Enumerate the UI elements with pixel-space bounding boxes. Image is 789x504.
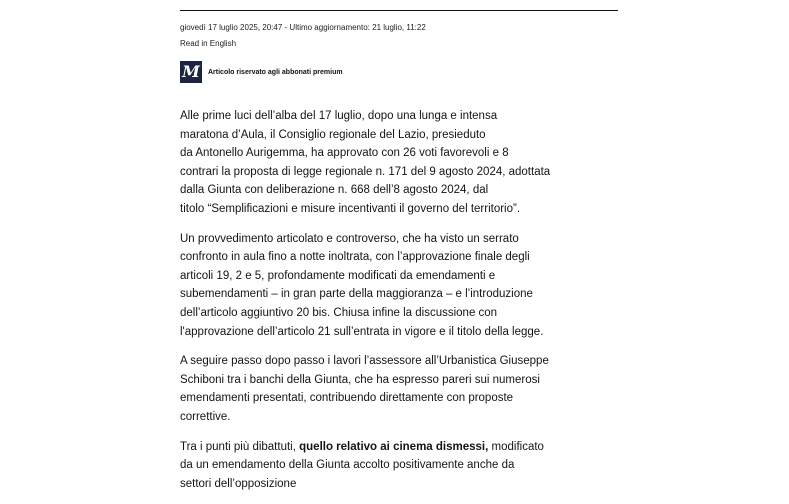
article-dateline: giovedì 17 luglio 2025, 20:47 - Ultimo aggiornamento: 21 luglio, 11:22 <box>180 23 426 32</box>
paragraph-text: modificato da un emendamento della Giunta accolto positivamente anche da settori dell’opposizione <box>180 440 544 490</box>
highlighted-phrase: quello relativo ai cinema dismessi, <box>299 440 489 453</box>
read-in-english-link[interactable]: Read in English <box>180 39 237 48</box>
premium-notice <box>180 61 620 83</box>
article-paragraph: Alle prime luci dell’alba del 17 luglio, dopo una lunga e intensa maratona d’Aula, il Consiglio regionale del Lazio, presieduto da Antonello Aurigemma, ha approvato con 26 voti favorevoli e 8 contrari la proposta di legge regionale n. 171 del 9 agosto 2024, adottata dalla Giunta con deliberazione n. 668 dell’8 agosto 2024, dal titolo “Semplificazioni e misure incentivanti il governo del territorio”. <box>180 110 551 215</box>
top-divider <box>180 10 618 11</box>
article-paragraph-last <box>180 438 620 494</box>
article-paragraph: Un provvedimento articolato e controverso, che ha visto un serrato confronto in aula fino a notte inoltrata, con l’approvazione finale degli articoli 19, 2 e 5, profondamente modificati da emendamenti e subemendamenti – in gran parte della maggioranza – e l’introduzione dell’articolo aggiuntivo 20 bis. Chiusa infine la discussione con l'approvazione dell’articolo 21 sull’entrata in vigore e il titolo della legge. <box>180 232 544 338</box>
article-paragraph: A seguire passo dopo passo i lavori l’assessore all’Urbanistica Giuseppe Schiboni tra i banchi della Giunta, che ha espresso pareri sui numerosi emendamenti presentati, contribuendo direttamente con proposte correttive. <box>180 355 549 423</box>
premium-label: Articolo riservato agli abbonati premium <box>208 68 343 76</box>
article <box>180 0 620 504</box>
paragraph-text: Tra i punti più dibattuti, <box>180 440 300 453</box>
newspaper-logo-icon: M <box>180 61 202 83</box>
article-body <box>180 107 620 493</box>
